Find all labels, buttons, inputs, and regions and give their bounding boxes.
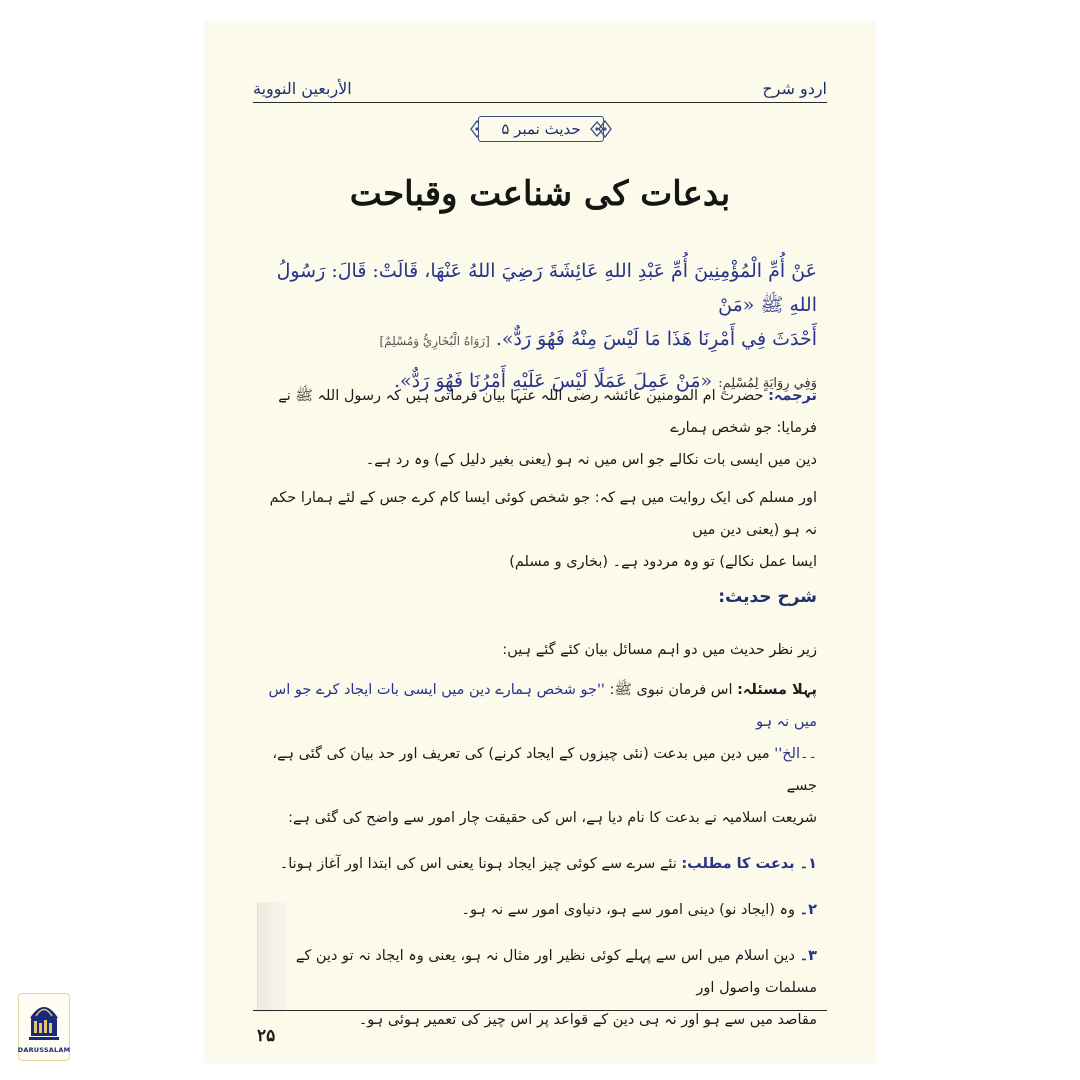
commentary-block	[257, 634, 817, 1036]
point-1-text: نئے سرے سے کوئی چیز ایجاد ہونا یعنی اس کی ابتدا اور آغاز ہونا۔	[279, 856, 677, 872]
hadith-number-badge	[473, 114, 609, 144]
point-1	[257, 848, 817, 880]
commentary-heading: شرح حدیث:	[718, 587, 817, 607]
badge-frame	[478, 116, 603, 142]
first-issue-line-2	[257, 738, 817, 802]
translation-line-4: ایسا عمل نکالے) تو وہ مردود ہے۔ (بخاری و مسلم)	[509, 554, 817, 570]
page-number: ۲۵	[257, 1026, 276, 1046]
point-3-label: ۳۔	[799, 948, 817, 964]
arabic-line-3-prefix: وَفِي رِوَايَةٍ لِمُسْلِمٍ:	[718, 376, 817, 391]
arabic-line-2	[265, 322, 817, 358]
logo-wordmark: DARUSSALAM	[17, 1046, 71, 1054]
point-3-text: دین اسلام میں اس سے پہلے کوئی نظیر اور مثال نہ ہو، یعنی وہ ایجاد نہ تو دین کے مسلمات واصول اور	[295, 948, 817, 996]
first-issue-pre: اس فرمان نبوی ﷺ:	[609, 682, 733, 698]
arabic-reference: [رَوَاهُ الْبُخَارِيُّ وَمُسْلِمٌ]	[379, 334, 490, 348]
point-2-text: وہ (ایجاد نو) دینی امور سے ہو، دنیاوی امور سے نہ ہو۔	[461, 902, 796, 918]
arabic-line-1: عَنْ أُمِّ الْمُؤْمِنِينَ أُمِّ عَبْدِ اللهِ عَائِشَةَ رَضِيَ اللهُ عَنْهَا، قَالَتْ: قَالَ: رَسُولُ اللهِ ﷺ «مَنْ	[276, 260, 817, 316]
first-issue-text-2: میں دین میں بدعت (نئی چیزوں کے ایجاد کرنے) کی تعریف اور حد بیان کی گئی ہے، جسے	[272, 746, 817, 794]
translation-line-2: دین میں ایسی بات نکالے جو اس میں نہ ہو (یعنی بغیر دلیل کے) وہ رد ہے۔	[365, 452, 817, 468]
publisher-logo	[18, 993, 70, 1061]
darussalam-logo-icon	[24, 994, 64, 1044]
page-footer-rule	[253, 1010, 827, 1033]
book-page	[205, 22, 875, 1062]
translation-block	[257, 380, 817, 578]
arabic-line-3-text: «مَنْ عَمِلَ عَمَلًا لَيْسَ عَلَيْهِ أَمْرُنَا فَهُوَ رَدٌّ».	[394, 370, 713, 392]
point-2	[257, 894, 817, 926]
header-left-title: الأربعين النووية	[253, 79, 352, 98]
translation-line-1	[257, 380, 817, 444]
point-2-label: ۲۔	[799, 902, 817, 918]
right-ornament-icon	[587, 117, 613, 141]
badge-label: حدیث نمبر ۵	[501, 120, 581, 138]
first-issue-line-3: شریعت اسلامیہ نے بدعت کا نام دیا ہے، اس کی حقیقت چار امور سے واضح کی گئی ہے:	[288, 810, 817, 826]
point-3-line-2: مقاصد میں سے ہو اور نہ ہی دین کے قواعد پر اس چیز کی تعمیر ہوئی ہو۔	[358, 1012, 817, 1028]
point-3	[257, 940, 817, 1004]
arabic-hadith-text	[265, 254, 817, 401]
arabic-line-2-text: أَحْدَثَ فِي أَمْرِنَا هَذَا مَا لَيْسَ مِنْهُ فَهُوَ رَدٌّ».	[495, 328, 817, 350]
first-issue-line-1	[257, 674, 817, 738]
point-1-label: ۱۔ بدعت کا مطلب:	[681, 856, 817, 872]
header-right-title: اردو شرح	[762, 79, 827, 98]
commentary-intro: زیر نظر حدیث میں دو اہم مسائل بیان کئے گئے ہیں:	[502, 642, 817, 658]
chapter-title: بدعات کی شناعت وقباحت	[349, 174, 731, 214]
page-curl-shadow	[257, 902, 286, 1012]
translation-label: ترجمہ:	[768, 388, 817, 404]
first-issue-quote: ''جو شخص ہمارے دین میں ایسی بات ایجاد کرے جو اس میں نہ ہو	[268, 682, 817, 730]
translation-line-3: اور مسلم کی ایک روایت میں ہے کہ: جو شخص کوئی ایسا کام کرے جس کے لئے ہمارا حکم نہ ہو (یعنی دین میں	[269, 490, 817, 538]
translation-text-1: حضرت ام المومنین عائشہ رضی اللہ عنہا بیان فرماتی ہیں کہ رسول اللہ ﷺ نے فرمایا: جو شخص ہمارے	[278, 388, 817, 436]
first-issue-quote-end: ۔۔الخ''	[774, 746, 817, 762]
running-header	[253, 72, 827, 103]
first-issue-label: پہلا مسئلہ:	[737, 682, 817, 698]
